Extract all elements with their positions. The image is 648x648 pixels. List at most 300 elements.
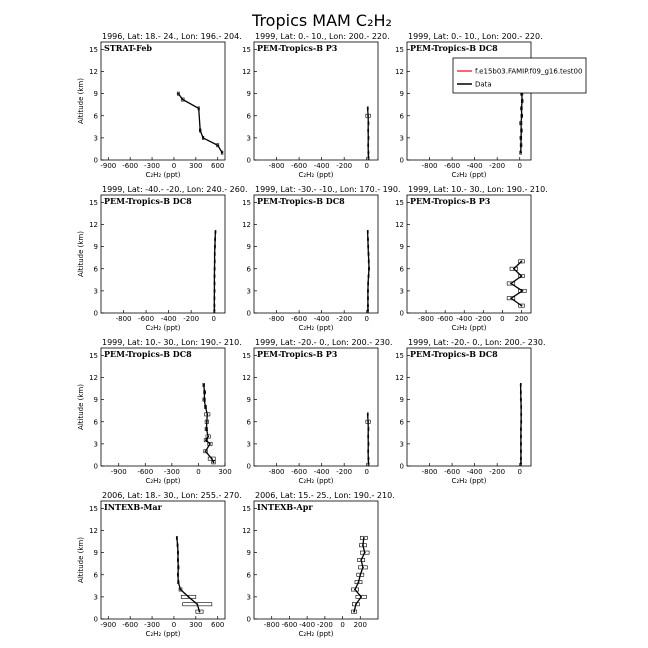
data-point — [367, 421, 369, 423]
panel-header: 1999, Lat: 0.- 10., Lon: 200.- 220. — [255, 32, 390, 41]
data-point — [214, 246, 216, 248]
data-point — [207, 436, 209, 438]
x-tick-label: -800 — [268, 468, 285, 476]
data-point — [367, 443, 369, 445]
data-point — [205, 450, 207, 452]
y-tick-label: 3 — [93, 134, 98, 143]
data-point — [177, 552, 179, 554]
data-point — [214, 260, 216, 262]
y-tick-label: 0 — [246, 462, 251, 471]
data-point — [182, 99, 184, 101]
x-tick-label: -800 — [268, 162, 285, 170]
y-tick-label: 9 — [399, 243, 404, 252]
panel-header: 1999, Lat: -20.- 0., Lon: 200.- 230. — [255, 338, 393, 347]
y-tick-label: 9 — [93, 549, 98, 558]
data-point — [213, 297, 215, 299]
data-point — [177, 544, 179, 546]
data-line — [178, 94, 222, 153]
data-point — [211, 458, 213, 460]
x-tick-label: -800 — [115, 315, 132, 323]
panel-header: 1999, Lat: -40.- -20., Lon: 240.- 260. — [102, 185, 248, 194]
data-point — [354, 589, 356, 591]
data-point — [520, 421, 522, 423]
data-point — [362, 544, 364, 546]
panel-4 — [77, 185, 248, 332]
x-tick-label: -300 — [163, 468, 180, 476]
data-point — [520, 450, 522, 452]
figure-title: Tropics MAM C₂H₂ — [252, 11, 392, 30]
data-point — [368, 253, 370, 255]
y-tick-label: 15 — [242, 351, 251, 360]
y-tick-label: 0 — [93, 462, 98, 471]
y-tick-label: 3 — [399, 287, 404, 296]
data-point — [215, 231, 217, 233]
x-tick-label: -400 — [466, 162, 483, 170]
plot-frame — [101, 42, 225, 160]
x-tick-label: 0 — [196, 468, 201, 476]
y-tick-label: 12 — [242, 221, 251, 229]
data-point — [199, 611, 201, 613]
campaign-label: PEM-Tropics-B DC8 — [410, 43, 498, 53]
x-tick-label: -200 — [336, 468, 353, 476]
y-tick-label: 6 — [93, 418, 98, 427]
data-point — [202, 137, 204, 139]
data-point — [367, 458, 369, 460]
x-tick-label: -400 — [299, 621, 316, 629]
data-point — [520, 428, 522, 430]
y-tick-label: 6 — [246, 571, 251, 580]
data-point — [198, 107, 200, 109]
panel-9 — [395, 338, 545, 485]
y-tick-label: 6 — [246, 112, 251, 121]
data-point — [520, 458, 522, 460]
x-tick-label: -900 — [100, 162, 117, 170]
data-point — [205, 439, 207, 441]
x-tick-label: -200 — [183, 315, 200, 323]
data-point — [188, 596, 190, 598]
x-tick-label: -800 — [421, 162, 438, 170]
data-point — [520, 384, 522, 386]
y-tick-label: 15 — [89, 504, 98, 513]
x-tick-label: -200 — [475, 315, 492, 323]
data-point — [206, 428, 208, 430]
x-tick-label: -200 — [489, 468, 506, 476]
y-tick-label: 12 — [395, 68, 404, 76]
data-point — [367, 436, 369, 438]
panel-3 — [395, 32, 543, 179]
campaign-label: PEM-Tropics-B DC8 — [410, 349, 498, 359]
x-tick-label: 0 — [517, 162, 522, 170]
panel-6 — [395, 185, 548, 332]
x-tick-label: -400 — [160, 315, 177, 323]
data-point — [367, 137, 369, 139]
data-point — [355, 603, 357, 605]
x-tick-label: -600 — [122, 621, 139, 629]
x-tick-label: -600 — [281, 621, 298, 629]
campaign-label: PEM-Tropics-B DC8 — [104, 349, 192, 359]
y-axis-label: Altitude (km) — [77, 384, 85, 430]
data-point — [176, 537, 178, 539]
legend-data-label: Data — [475, 80, 492, 89]
panel-header: 1996, Lat: 18.- 24., Lon: 196.- 204. — [102, 32, 242, 41]
data-point — [213, 305, 215, 307]
panels — [77, 32, 548, 638]
x-tick-label: -200 — [336, 315, 353, 323]
campaign-label: PEM-Tropics-B DC8 — [257, 196, 345, 206]
data-point — [520, 122, 522, 124]
data-point — [367, 144, 369, 146]
y-tick-label: 0 — [399, 462, 404, 471]
data-point — [368, 260, 370, 262]
y-tick-label: 6 — [399, 112, 404, 121]
data-point — [368, 275, 370, 277]
y-tick-label: 6 — [399, 265, 404, 274]
data-point — [520, 413, 522, 415]
data-point — [353, 611, 355, 613]
y-tick-label: 15 — [89, 351, 98, 360]
data-point — [206, 413, 208, 415]
data-point — [521, 115, 523, 117]
x-axis-label: C₂H₂ (ppt) — [451, 477, 487, 485]
data-point — [520, 399, 522, 401]
x-tick-label: -600 — [137, 468, 154, 476]
panel-header: 2006, Lat: 15.- 25., Lon: 190.- 210. — [255, 491, 395, 500]
data-point — [177, 566, 179, 568]
panel-8 — [242, 338, 392, 485]
x-axis-label: C₂H₂ (ppt) — [451, 324, 487, 332]
data-point — [214, 290, 216, 292]
data-point — [180, 589, 182, 591]
x-axis-label: C₂H₂ (ppt) — [451, 171, 487, 179]
x-axis-label: C₂H₂ (ppt) — [145, 324, 181, 332]
panel-2 — [242, 32, 390, 179]
y-tick-label: 0 — [93, 309, 98, 318]
plot-frame — [407, 348, 531, 466]
x-tick-label: -400 — [313, 162, 330, 170]
x-tick-label: -600 — [444, 468, 461, 476]
x-tick-label: 300 — [218, 468, 232, 476]
data-point — [520, 436, 522, 438]
data-point — [367, 428, 369, 430]
x-tick-label: -600 — [122, 162, 139, 170]
y-tick-label: 9 — [246, 549, 251, 558]
data-point — [510, 283, 512, 285]
data-point — [214, 253, 216, 255]
y-tick-label: 12 — [242, 527, 251, 535]
data-point — [521, 260, 523, 262]
x-tick-label: -600 — [437, 315, 454, 323]
data-point — [367, 305, 369, 307]
data-point — [522, 290, 524, 292]
data-point — [199, 130, 201, 132]
x-tick-label: 0 — [171, 162, 177, 170]
y-tick-label: 0 — [246, 615, 251, 624]
legend-box — [453, 58, 586, 93]
plot-frame — [101, 195, 225, 313]
legend-model-label: f.e15b03.FAMIP.f09_g16.test00 — [475, 67, 583, 76]
data-point — [521, 130, 523, 132]
plot-frame — [101, 501, 225, 619]
y-tick-label: 12 — [89, 374, 98, 382]
panel-5 — [242, 185, 400, 332]
x-tick-label: -600 — [291, 468, 308, 476]
y-tick-label: 9 — [93, 243, 98, 252]
y-tick-label: 9 — [93, 90, 98, 99]
data-point — [367, 283, 369, 285]
y-tick-label: 3 — [93, 593, 98, 602]
data-point — [203, 384, 205, 386]
data-point — [359, 574, 361, 576]
x-tick-label: -900 — [100, 621, 117, 629]
data-point — [367, 413, 369, 415]
y-tick-label: 9 — [399, 90, 404, 99]
y-tick-label: 0 — [246, 309, 251, 318]
y-tick-label: 0 — [246, 156, 251, 165]
x-tick-label: -800 — [268, 315, 285, 323]
data-point — [363, 537, 365, 539]
data-point — [209, 443, 211, 445]
data-point — [367, 107, 369, 109]
panel-header: 1999, Lat: 0.- 10., Lon: 200.- 220. — [408, 32, 543, 41]
data-point — [360, 596, 362, 598]
campaign-label: PEM-Tropics-B P3 — [257, 43, 338, 53]
data-point — [367, 290, 369, 292]
y-axis-label: Altitude (km) — [77, 537, 85, 583]
panel-7 — [77, 338, 242, 485]
y-tick-label: 6 — [93, 571, 98, 580]
y-tick-label: 12 — [395, 221, 404, 229]
y-tick-label: 15 — [242, 504, 251, 513]
x-tick-label: 0 — [364, 468, 369, 476]
x-tick-label: 0 — [171, 621, 177, 629]
y-tick-label: 6 — [93, 112, 98, 121]
data-point — [367, 310, 369, 312]
x-tick-label: -400 — [456, 315, 473, 323]
data-point — [360, 559, 362, 561]
y-tick-label: 0 — [399, 156, 404, 165]
x-tick-label: 0 — [211, 315, 216, 323]
data-line — [177, 538, 200, 612]
y-tick-label: 3 — [246, 287, 251, 296]
campaign-label: INTEXB-Apr — [257, 502, 313, 512]
x-axis-label: C₂H₂ (ppt) — [145, 630, 181, 638]
x-tick-label: -400 — [313, 468, 330, 476]
x-tick-label: -800 — [421, 468, 438, 476]
x-axis-label: C₂H₂ (ppt) — [145, 171, 181, 179]
campaign-label: INTEXB-Mar — [104, 502, 162, 512]
y-tick-label: 12 — [89, 527, 98, 535]
plot-frame — [254, 42, 378, 160]
data-point — [367, 450, 369, 452]
x-tick-label: -400 — [313, 315, 330, 323]
y-tick-label: 3 — [246, 440, 251, 449]
campaign-label: STRAT-Feb — [104, 43, 153, 53]
y-axis-label: Altitude (km) — [77, 231, 85, 277]
panel-1 — [77, 32, 242, 179]
data-point — [520, 463, 522, 465]
x-tick-label: 0 — [364, 162, 369, 170]
x-tick-label: -300 — [144, 162, 161, 170]
data-point — [367, 238, 369, 240]
y-tick-label: 3 — [399, 134, 404, 143]
y-tick-label: 6 — [399, 418, 404, 427]
data-point — [521, 107, 523, 109]
x-tick-label: -200 — [336, 162, 353, 170]
y-tick-label: 9 — [399, 396, 404, 405]
x-axis-label: C₂H₂ (ppt) — [298, 324, 334, 332]
plot-frame — [254, 501, 378, 619]
data-point — [196, 603, 198, 605]
data-point — [177, 574, 179, 576]
data-point — [364, 552, 366, 554]
y-tick-label: 3 — [246, 593, 251, 602]
x-tick-label: 200 — [353, 621, 367, 629]
data-point — [521, 100, 523, 102]
x-axis-label: C₂H₂ (ppt) — [298, 171, 334, 179]
y-tick-label: 15 — [242, 198, 251, 207]
data-point — [521, 305, 523, 307]
y-tick-label: 9 — [93, 396, 98, 405]
legend — [453, 58, 586, 93]
plot-frame — [407, 195, 531, 313]
y-tick-label: 12 — [89, 221, 98, 229]
data-point — [205, 406, 207, 408]
y-tick-label: 3 — [93, 287, 98, 296]
data-point — [520, 406, 522, 408]
x-tick-label: -200 — [489, 162, 506, 170]
y-tick-label: 3 — [246, 134, 251, 143]
data-point — [367, 246, 369, 248]
data-point — [213, 310, 215, 312]
data-point — [367, 297, 369, 299]
data-point — [367, 122, 369, 124]
x-tick-label: -600 — [444, 162, 461, 170]
data-point — [362, 566, 364, 568]
panel-11 — [242, 491, 395, 638]
data-point — [367, 115, 369, 117]
data-point — [520, 391, 522, 393]
x-tick-label: 0 — [364, 315, 369, 323]
panel-header: 1999, Lat: -20.- 0., Lon: 200.- 230. — [408, 338, 546, 347]
y-tick-label: 15 — [395, 351, 404, 360]
y-tick-label: 15 — [395, 198, 404, 207]
y-tick-label: 12 — [395, 374, 404, 382]
y-axis-label: Altitude (km) — [77, 78, 85, 124]
data-point — [214, 238, 216, 240]
panel-header: 1999, Lat: 10.- 30., Lon: 190.- 210. — [408, 185, 548, 194]
x-tick-label: -600 — [291, 315, 308, 323]
x-tick-label: -600 — [138, 315, 155, 323]
plot-frame — [254, 348, 378, 466]
x-tick-label: -300 — [144, 621, 161, 629]
y-tick-label: 6 — [246, 265, 251, 274]
y-tick-label: 12 — [242, 374, 251, 382]
data-point — [217, 144, 219, 146]
x-axis-label: C₂H₂ (ppt) — [298, 477, 334, 485]
y-tick-label: 12 — [242, 68, 251, 76]
y-tick-label: 15 — [89, 45, 98, 54]
data-point — [520, 144, 522, 146]
y-tick-label: 15 — [89, 198, 98, 207]
data-point — [214, 275, 216, 277]
plot-frame — [254, 195, 378, 313]
data-point — [368, 157, 370, 159]
data-point — [206, 421, 208, 423]
x-tick-label: -900 — [110, 468, 127, 476]
y-tick-label: 9 — [246, 90, 251, 99]
y-tick-label: 15 — [395, 45, 404, 54]
y-tick-label: 9 — [246, 243, 251, 252]
data-point — [221, 152, 223, 154]
campaign-label: PEM-Tropics-B P3 — [257, 349, 338, 359]
data-point — [367, 130, 369, 132]
x-tick-label: -600 — [291, 162, 308, 170]
y-tick-label: 9 — [246, 396, 251, 405]
data-point — [214, 268, 216, 270]
x-tick-label: 600 — [211, 162, 225, 170]
data-point — [367, 231, 369, 233]
panel-header: 1999, Lat: -30.- -10., Lon: 170.- 190. — [255, 185, 401, 194]
x-tick-label: 600 — [211, 621, 225, 629]
x-tick-label: -200 — [316, 621, 333, 629]
y-tick-label: 12 — [89, 68, 98, 76]
data-point — [520, 152, 522, 154]
x-tick-label: 300 — [189, 621, 203, 629]
data-point — [358, 581, 360, 583]
panel-header: 2006, Lat: 18.- 30., Lon: 255.- 270. — [102, 491, 242, 500]
data-point — [510, 297, 512, 299]
data-point — [368, 268, 370, 270]
data-point — [203, 399, 205, 401]
y-tick-label: 0 — [93, 615, 98, 624]
data-point — [177, 581, 179, 583]
y-tick-label: 0 — [399, 309, 404, 318]
x-tick-label: 200 — [514, 315, 529, 323]
data-point — [513, 268, 515, 270]
data-line — [511, 261, 522, 305]
data-point — [214, 283, 216, 285]
data-point — [213, 461, 215, 463]
x-tick-label: -800 — [263, 621, 280, 629]
y-tick-label: 3 — [399, 440, 404, 449]
data-point — [177, 93, 179, 95]
x-axis-label: C₂H₂ (ppt) — [145, 477, 181, 485]
panel-header: 1999, Lat: 10.- 30., Lon: 190.- 210. — [102, 338, 242, 347]
data-point — [520, 443, 522, 445]
x-tick-label: -400 — [466, 468, 483, 476]
x-axis-label: C₂H₂ (ppt) — [298, 630, 334, 638]
data-point — [368, 463, 370, 465]
x-tick-label: 0 — [340, 621, 345, 629]
x-tick-label: 0 — [517, 468, 522, 476]
data-point — [177, 559, 179, 561]
panel-10 — [77, 491, 242, 638]
data-point — [367, 152, 369, 154]
y-tick-label: 6 — [93, 265, 98, 274]
data-point — [204, 391, 206, 393]
y-tick-label: 15 — [242, 45, 251, 54]
y-tick-label: 3 — [93, 440, 98, 449]
data-point — [521, 275, 523, 277]
y-tick-label: 6 — [246, 418, 251, 427]
y-tick-label: 0 — [93, 156, 98, 165]
campaign-label: PEM-Tropics-B DC8 — [104, 196, 192, 206]
data-point — [520, 137, 522, 139]
x-tick-label: 0 — [500, 315, 505, 323]
campaign-label: PEM-Tropics-B P3 — [410, 196, 491, 206]
x-tick-label: 300 — [189, 162, 203, 170]
x-tick-label: -800 — [418, 315, 435, 323]
